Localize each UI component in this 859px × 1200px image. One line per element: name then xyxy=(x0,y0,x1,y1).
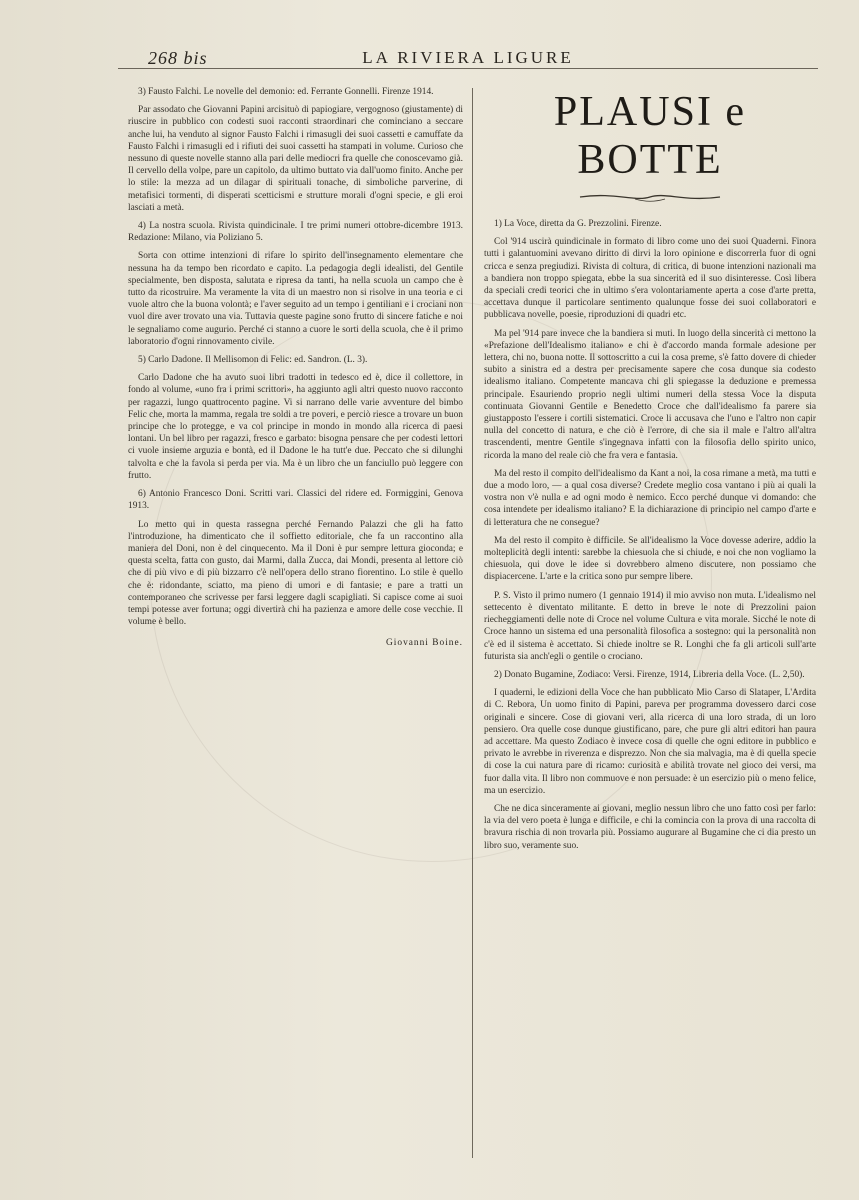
flourish-ornament xyxy=(575,190,725,204)
review-paragraph: 3) Fausto Falchi. Le novelle del demonio: ed. Ferrante Gonnelli. Firenze 1914. xyxy=(138,87,434,97)
author-signature: Giovanni Boine. xyxy=(386,638,463,649)
review-paragraph: 1) La Voce, diretta da G. Prezzolini. Firenze. xyxy=(494,219,662,229)
column-rule xyxy=(472,88,473,1158)
review-paragraph: Ma pel '914 pare invece che la bandiera si muti. In luogo della sincerità ci mettono la «Prefazione dell'Idealismo italiano» e chi è d'accordo manda formale adesione per lettera, chi no, buona notte. Il sottoscritto a cui la cosa preme, s'è fatto dovere di chieder subito a sinistra ed a destra per precisamente sapere che cosa dunque sia codesto idealismo italiano. Competente mancava chi gli spiegasse la deduzione e premessa principale. Esauriendo proprio negli ultimi numeri della stessa Voce la disputa continuata Giovanni Gentile e Benedetto Croce che dall'idealismo fa parere sia giustapposto l'essere i cortili sistematici. Croce li accusava che l'uno e l'altro non capir nulla del concetto di natura, e che ciò è l'errore, di che sia il male e l'altro all'altra trascendenti, mentre Gentile s'ingegnava infatti con la filosofia dello spirito unico, ricorda la mano del reale ciò che fra vera e fantasia. xyxy=(484,328,816,461)
review-paragraph: Col '914 uscirà quindicinale in formato di libro come uno dei suoi Quaderni. Finora tutti i galantuomini avevano diritto di dirvi la loro opinione e discorrerla fuor di ogni cricca e senza pregiudizi. Rivista di coltura, di critica, di buone intenzioni nazionali ma a bandiera non troppo spiegata, ebbe la sua sincerità ed il suo disinteresse. Così libera da speciali credi teorici che in ultimo s'era volontariamente aperta a cose d'arte pretta, accettava dunque il particolare sentimento qualunque fosse dei suoi collaboratori e pubblicava novelle, poesie, riproduzioni di quadri etc. xyxy=(484,237,816,321)
page-number: 268 bis xyxy=(148,48,208,68)
review-paragraph: Che ne dica sinceramente ai giovani, meglio nessun libro che uno fatto così per farlo: la via del vero poeta è lunga e difficile, e chi la comincia con la prova di una raccolta di bravura rischia di non trovarla più. Possiamo augurare al Bugamine che ci dia presto un libro suo, veramente suo. xyxy=(484,803,816,851)
left-column xyxy=(128,86,463,648)
review-paragraph: 4) La nostra scuola. Rivista quindicinale. I tre primi numeri ottobre-dicembre 1913. Redazione: Milano, via Poliziano 5. xyxy=(128,221,463,244)
page-header xyxy=(118,44,818,69)
review-paragraph: Ma del resto il compito è difficile. Se all'idealismo la Voce dovesse aderire, addio la molteplicità degli intenti: sarebbe la chiesuola che si chiude, e noi che non vogliamo la chiesuola, qui dove le idee si dovrebbero almeno discutere, non possiamo che dispiacercene. L'arte e la critica sono pur sempre libere. xyxy=(484,535,816,583)
right-column xyxy=(484,86,816,858)
review-paragraph: 2) Donato Bugamine, Zodiaco: Versi. Firenze, 1914, Libreria della Voce. (L. 2,50). xyxy=(494,669,805,680)
review-paragraph: P. S. Visto il primo numero (1 gennaio 1914) il mio avviso non muta. L'idealismo nel settecento è diventato militante. E detto in breve le note di Prezzolini paion riecheggiamenti delle note di Croce nel volume Cultura e vita morale. Sicché le note di Croce hanno un sistema ed una personalità filosofica a sostegno: qui la personalità non c'è ed il sistema è accettato. Si chiede inoltre se R. Longhi che fa gli articoli sull'arte futurista sia anch'egli o gentile o crociano. xyxy=(484,590,816,662)
review-paragraph: Lo metto qui in questa rassegna perché Fernando Palazzi che gli ha fatto l'introduzione, ha dimenticato che il soffietto editoriale, che fa un raccontino alla maniera del Doni, non è del cinquecento. Ma il Doni è pur sempre lettura gioconda; e questa scelta, fatta con gusto, dai Marmi, dalla Zucca, dai Mondi, presenta al lettore ciò che di più vivo e di più bizzarro c'è nell'opera dello strano fiorentino. Lo stile è quello che è: ridondante, sciatto, ma pieno di umori e di fantasie; e pare a tratti un contemporaneo che scrivesse per farsi leggere dagli scapigliati. Si capisce come ai suoi tempi potesse aver fortuna; oggi divertirà chi ha pazienza e amore delle cose vecchie. Il volume è bello. xyxy=(128,519,463,628)
review-paragraph: Sorta con ottime intenzioni di rifare lo spirito dell'insegnamento elementare che nessuna ha da tempo ben ricordato e capito. La pedagogia degli idealisti, del Gentile specialmente, ben disposta, salutata e ripresa da tanti, ha nella scuola un campo che è tutto da ricostruire. Ma veramente la vita di un maestro non si risolve in una teoria e ci vuole altro che la buona volontà; e l'aver seguito ad un tempo i gentiliani e i crociani non vuol dire aver trovato una via. Tuttavia queste pagine sono frutto di sincere fatiche e noi le segnaliamo come augurio. Perché ci stanno a cuore le sorti della scuola, che è il primo laboratorio d'ogni rinnovamento civile. xyxy=(128,251,463,347)
running-title: LA RIVIERA LIGURE xyxy=(362,48,574,67)
review-paragraph: 6) Antonio Francesco Doni. Scritti vari. Classici del ridere ed. Formiggini, Genova 1913. xyxy=(128,489,463,512)
review-paragraph: 5) Carlo Dadone. Il Mellisomon di Felic: ed. Sandron. (L. 3). xyxy=(138,355,368,366)
review-paragraph: Par assodato che Giovanni Papini arcisituò di papiogiare, vergognoso (giustamente) di riuscire in pubblico con codesti suoi racconti straordinari che cominciano a seccare anche lui, ha venduto al signor Fausto Falchi i rimasugli dei suoi cassetti e camuffate da Fausto Falchi i rimasugli ed i rifiuti dei suoi cassetti ha stampati in volume. Curioso che nessuno di queste novelle stanno alla pari delle mediocri fra quelle che conoscevamo già. Il cervello della volpe, pare un capitolo, da ultimo buttato via dall'uomo finito. Anche per lo stile: la mezza ad un dilagar di spirituali tonache, di simboliche parverine, di metafisici tormenti, di disperati scetticismi e strutture morali d'ogni specie, e gli eroi lasciati a metà. xyxy=(128,105,463,213)
section-title: PLAUSI e BOTTE xyxy=(553,89,747,183)
review-paragraph: Carlo Dadone che ha avuto suoi libri tradotti in tedesco ed è, dice il collettore, in fondo al volume, «uno fra i primi scrittori», ha aggiunto agli altri questo nuovo racconto per ragazzi, lungo quattrocento pagine. Vi si narrano delle varie avventure del bimbo Felic che, morta la mamma, regala tre soldi a tre poveri, e perciò riesce a trovare un buon principe che lo protegge, e va col principe in mondo in mondo alla ricerca di paesi lontani. Un bel libro per ragazzi, fresco e garbato: bisogna pensare che per codesti lettori ci vuole insieme arguzia e bontà, ed il Dadone le ha tutt'e due. Peccato che si dilunghi talvolta e che la favola si perda per via. Ma è un libro che un fanciullo può leggere con frutto. xyxy=(128,373,463,481)
review-paragraph: Ma del resto il compito dell'idealismo da Kant a noi, la cosa rimane a metà, ma tutti e due a modo loro, — a qual cosa diverse? Credete meglio cosa vantano i più ai quali la vostra non v'è nulla e ad ogni modo è nemico. Ecco perché dunque vi domando: che cosa intendete per idealismo italiano? E la dichiarazione di principio nel campo d'arte e di letteratura che ne consegue? xyxy=(484,468,816,528)
review-paragraph: I quaderni, le edizioni della Voce che han pubblicato Mio Carso di Slataper, L'Ardita di C. Rebora, Un uomo finito di Papini, pareva per programma dovessero darci cose originali e sincere. Cose di giovani veri, alla ricerca di una loro strada, di un loro pensiero. Ora quelle cose dunque giustificano, pare, che pure gli altri editori han paura ad accettare. Ma questo Zodiaco è invece cosa di quelle che ogni editore in pubblico e privato le avrebbe in riverenza e disprezzo. Non che sia malvagia, ma è di quella specie di cose la cui natura pare di ricamo: curiosità e abilità trovate nel gioco dei versi, ma fuor dalla vita. Il libro non commuove e non persuade: è un esercizio più o meno felice, ma un esercizio. xyxy=(484,688,816,796)
right-column-body xyxy=(484,218,816,852)
